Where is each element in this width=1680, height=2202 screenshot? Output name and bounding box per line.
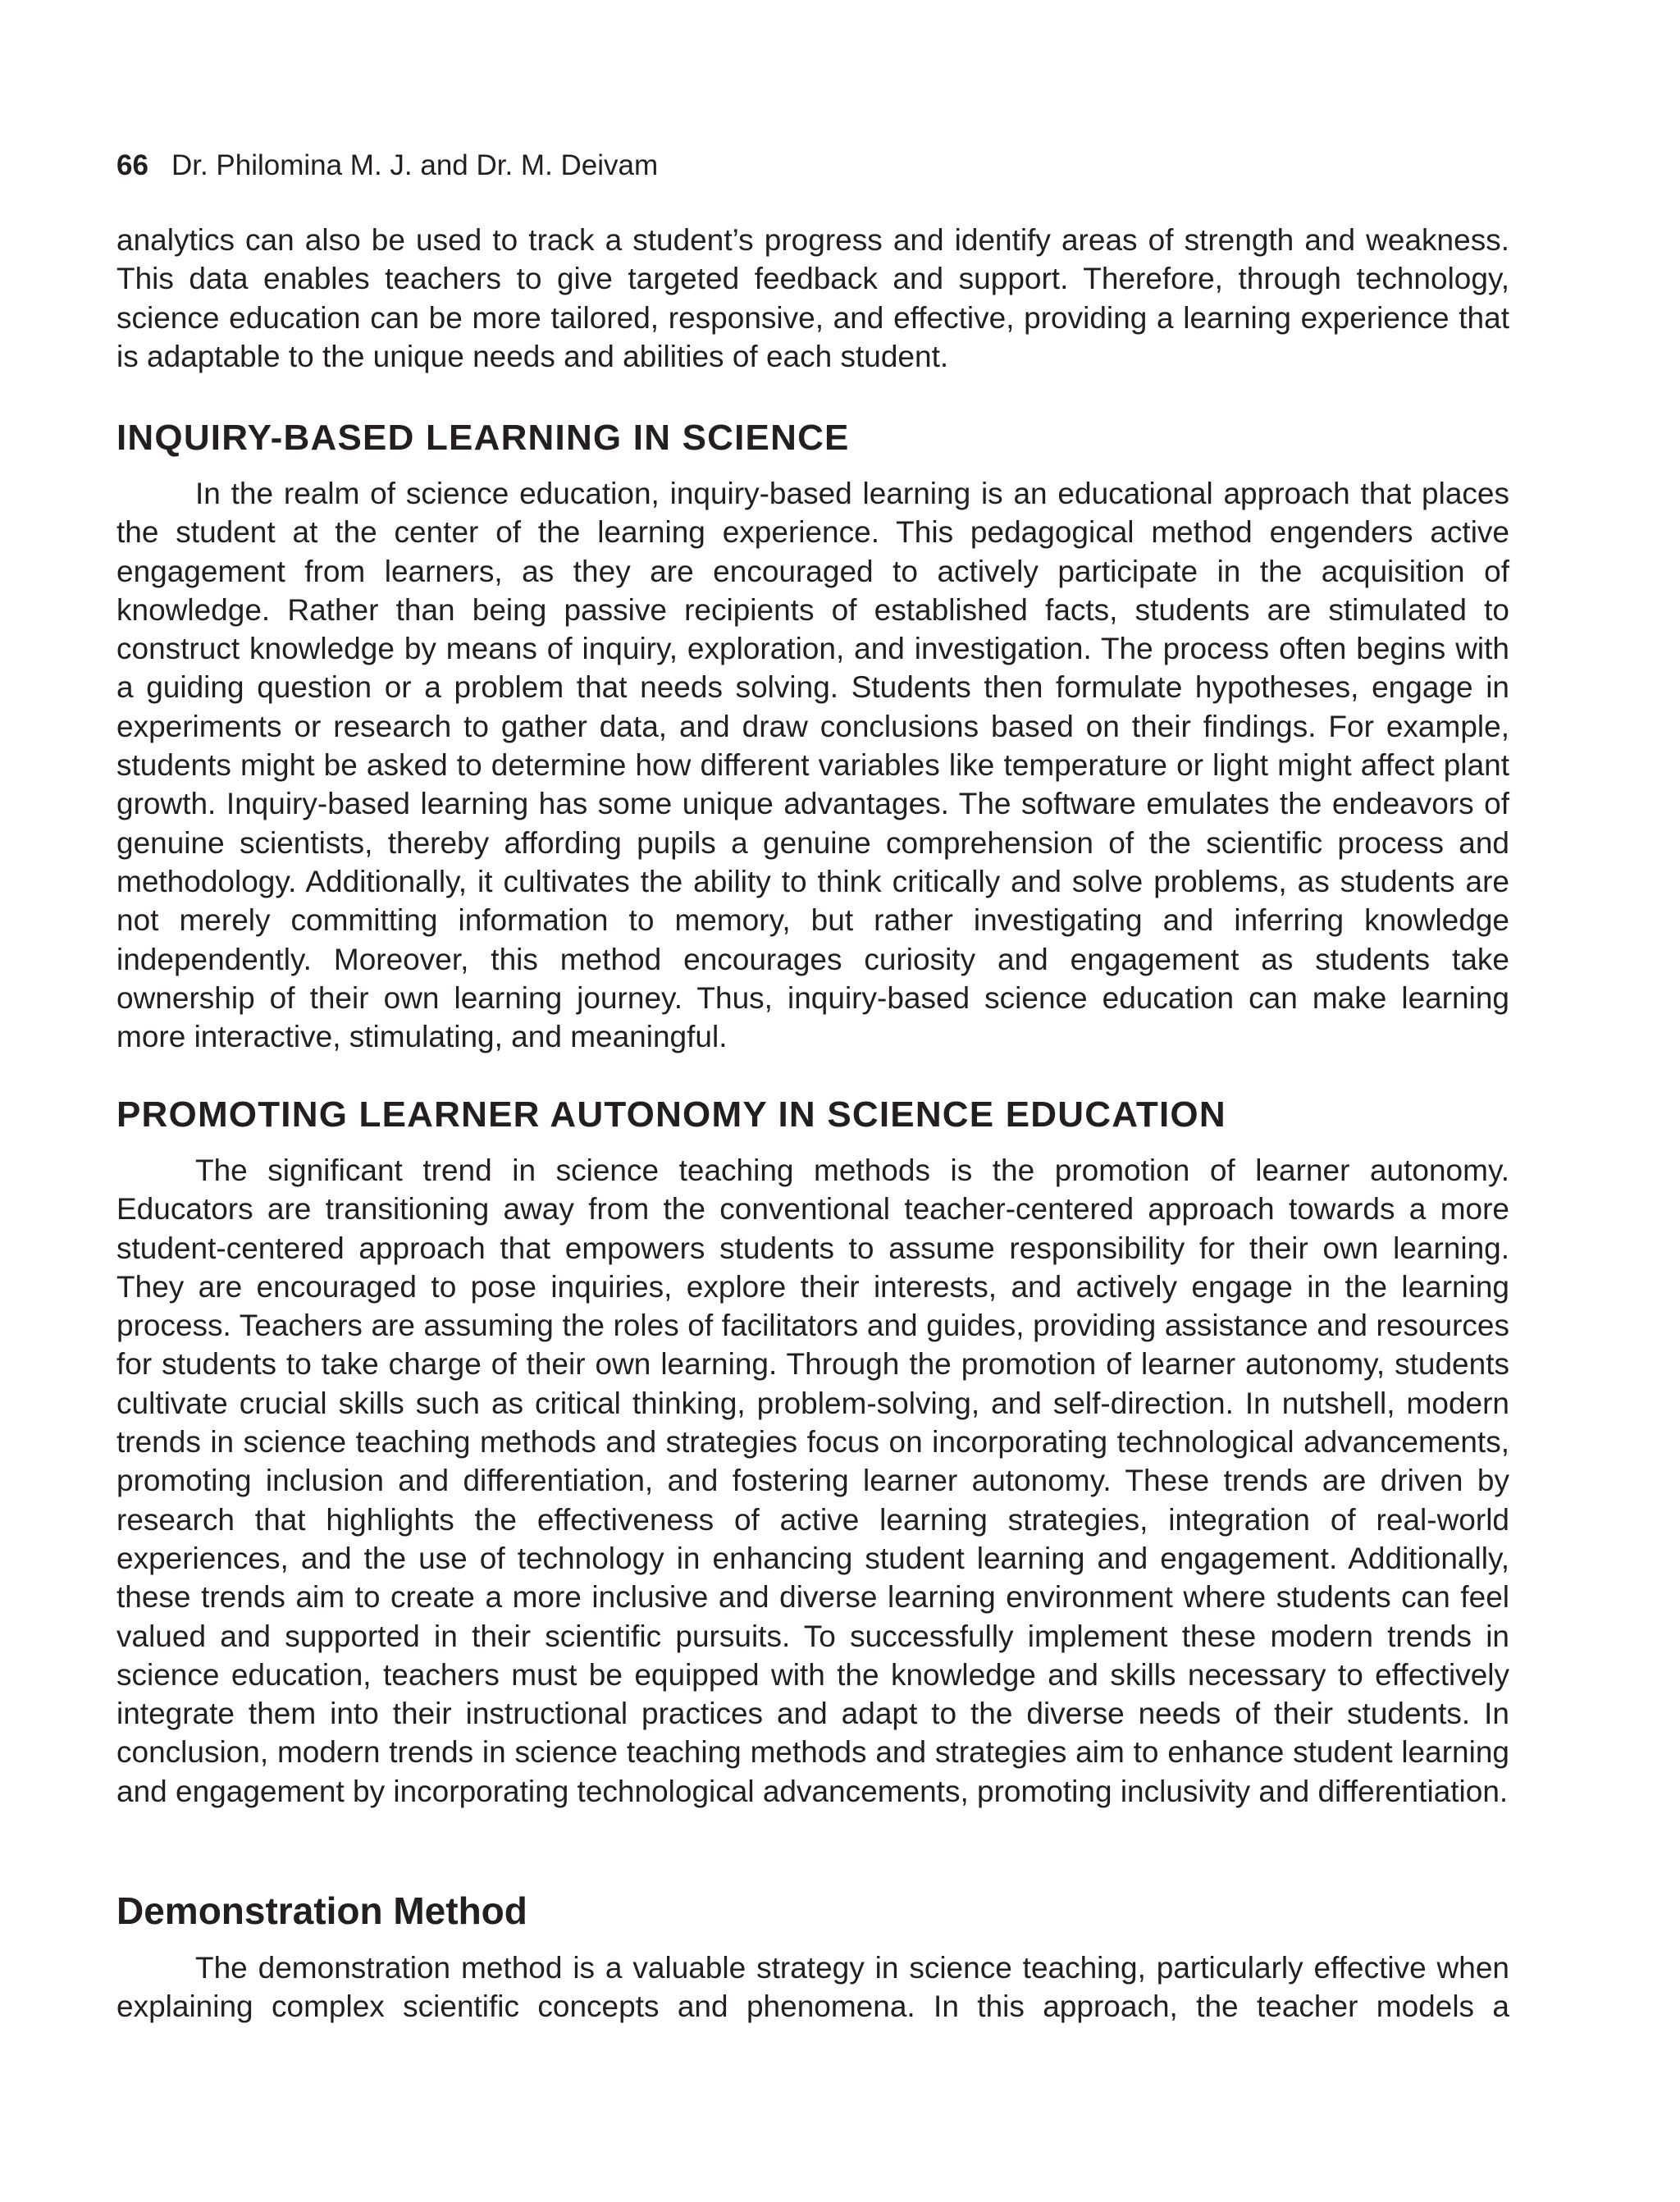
page-number: 66 [116, 149, 148, 181]
intro-paragraph: analytics can also be used to track a student’s progress and identify areas of strength and weakness. This data enables teachers to give targeted feedback and support. Therefore, through technology, science education can be more tailored, responsive, and effective, providing a learning experience that is adaptable to the unique needs and abilities of each student. [116, 223, 1509, 373]
running-head [116, 148, 658, 184]
autonomy-paragraph: The significant trend in science teaching methods is the promotion of learner autonomy. Educators are transitioning away from the conventional teacher-centered approach towards a more student-centered approach that empowers students to assume responsibility for their own learning. They are encouraged to pose inquiries, explore their interests, and actively engage in the learning process. Teachers are assuming the roles of facilitators and guides, providing assistance and resources for students to take charge of their own learning. Through the promotion of learner autonomy, students cultivate crucial skills such as critical thinking, problem-solving, and self-direction. In nutshell, modern trends in science teaching methods and strategies focus on incorporating technological advancements, promoting inclusion and differentiation, and fostering learner autonomy. These trends are driven by research that highlights the effectiveness of active learning strategies, integration of real-world experiences, and the use of technology in enhancing student learning and engagement. Additionally, these trends aim to create a more inclusive and diverse learning environment where students can feel valued and supported in their scientific pursuits. To successfully implement these modern trends in science education, teachers must be equipped with the knowledge and skills necessary to effectively integrate them into their instructional practices and adapt to the diverse needs of their students. In conclusion, modern trends in science teaching methods and strategies aim to enhance student learning and engagement by incorporating technological advancements, promoting inclusivity and differentiation. [116, 1154, 1509, 1808]
inquiry-paragraph: In the realm of science education, inquiry-based learning is an educational approach that places the student at the center of the learning experience. This pedagogical method engenders active engagement from learners, as they are encouraged to actively participate in the acquisition of knowledge. Rather than being passive recipients of established facts, students are stimulated to construct knowledge by means of inquiry, exploration, and investigation. The process often begins with a guiding question or a problem that needs solving. Students then formulate hypotheses, engage in experiments or research to gather data, and draw conclusions based on their findings. For example, students might be asked to determine how different variables like temperature or light might affect plant growth. Inquiry-based learning has some unique advantages. The software emulates the endeavors of genuine scientists, thereby affording pupils a genuine comprehension of the scientific process and methodology. Additionally, it cultivates the ability to think critically and solve problems, as students are not merely committing information to memory, but rather investigating and inferring knowledge independently. Moreover, this method encourages curiosity and engagement as students take ownership of their own learning journey. Thus, inquiry-based science education can make learning more interactive, stimulating, and meaningful. [116, 477, 1509, 1054]
heading-demonstration-method: Demonstration Method [116, 1889, 527, 1932]
running-head-authors: Dr. Philomina M. J. and Dr. M. Deivam [171, 149, 659, 181]
heading-inquiry-based-learning: INQUIRY-BASED LEARNING IN SCIENCE [116, 418, 850, 458]
demonstration-paragraph: The demonstration method is a valuable strategy in science teaching, particularly effective when explaining complex scientific concepts and phenomena. In this approach, the teacher models a [116, 1951, 1509, 2024]
heading-learner-autonomy: PROMOTING LEARNER AUTONOMY IN SCIENCE EDUCATION [116, 1094, 1226, 1135]
